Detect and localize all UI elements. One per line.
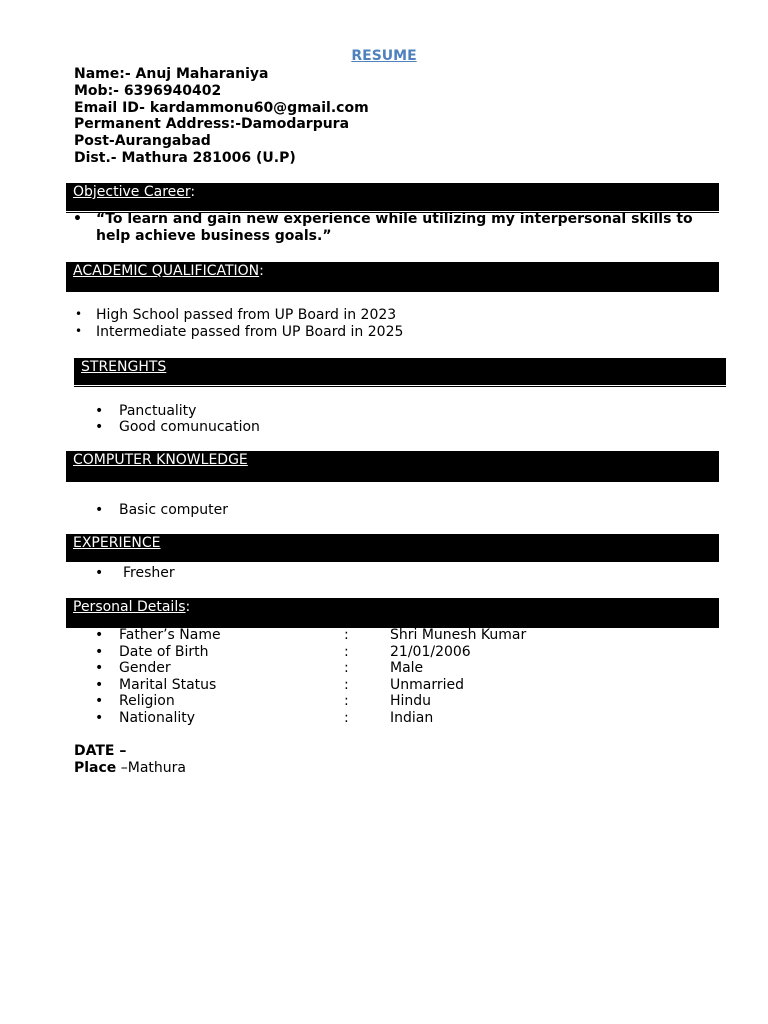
bullet-icon: •: [95, 502, 104, 518]
personal-separator: :: [344, 660, 349, 676]
place-value: –Mathura: [116, 760, 186, 776]
bullet-icon: •: [95, 627, 104, 643]
personal-separator: :: [344, 627, 349, 643]
personal-row-nationality: [0, 710, 768, 727]
post-line: Post-Aurangabad: [74, 133, 211, 150]
bullet-icon: •: [75, 307, 83, 321]
section-experience-heading: EXPERIENCE: [73, 535, 161, 551]
section-computer-heading: COMPUTER KNOWLEDGE: [73, 452, 248, 468]
mobile-line: Mob:- 6396940402: [74, 82, 222, 99]
contact-header: [74, 66, 369, 167]
bullet-icon: •: [95, 693, 104, 709]
personal-value: Shri Munesh Kumar: [390, 627, 527, 643]
bullet-icon: •: [95, 403, 104, 419]
place-line: [74, 760, 186, 777]
personal-separator: :: [344, 709, 349, 726]
section-personal-heading: Personal Details: [73, 599, 186, 615]
section-strengths-bar: [74, 358, 726, 385]
bullet-icon: •: [95, 676, 104, 693]
bullet-icon: •: [73, 211, 82, 227]
personal-row-dob: [0, 644, 768, 661]
personal-separator: :: [344, 693, 349, 709]
bullet-icon: •: [95, 660, 104, 676]
personal-value: Indian: [390, 709, 434, 726]
list-item: Intermediate passed from UP Board in 2025: [96, 324, 404, 340]
personal-row-religion: [0, 693, 768, 710]
personal-value: Unmarried: [390, 676, 464, 693]
personal-separator: :: [344, 643, 349, 660]
section-objective-heading: Objective Career: [73, 184, 191, 200]
personal-row-marital-status: [0, 677, 768, 694]
bullet-icon: •: [95, 643, 104, 660]
personal-label: Religion: [119, 693, 175, 709]
bullet-icon: •: [95, 709, 104, 726]
personal-label: Date of Birth: [119, 643, 209, 660]
section-academic-bar: ACADEMIC QUALIFICATION:: [66, 262, 719, 292]
bullet-icon: •: [95, 565, 104, 581]
objective-text: “To learn and gain new experience while utilizing my interpersonal skills to help achieve business goals.”: [96, 211, 693, 244]
address-line: Permanent Address:-Damodarpura: [74, 116, 350, 133]
personal-label: Father’s Name: [119, 627, 221, 643]
bullet-icon: •: [75, 324, 83, 338]
list-item: High School passed from UP Board in 2023: [96, 307, 397, 323]
section-academic-heading: ACADEMIC QUALIFICATION: [73, 263, 260, 279]
section-experience-bar: [66, 534, 719, 562]
section-personal-bar: Personal Details:: [66, 598, 719, 628]
name-line: Name:- Anuj Maharaniya: [74, 66, 269, 82]
list-item: Good comunucation: [119, 419, 260, 435]
district-line: Dist.- Mathura 281006 (U.P): [74, 149, 296, 166]
personal-value: 21/01/2006: [390, 643, 471, 660]
section-strengths-heading: STRENGHTS: [81, 359, 167, 375]
list-item: Fresher: [123, 565, 175, 581]
list-item: Panctuality: [119, 403, 197, 419]
bullet-icon: •: [95, 419, 104, 435]
personal-value: Male: [390, 660, 424, 676]
personal-label: Marital Status: [119, 676, 217, 693]
place-label: Place: [74, 760, 117, 776]
personal-label: Nationality: [119, 709, 196, 726]
personal-label: Gender: [119, 660, 171, 676]
section-computer-bar: [66, 451, 719, 482]
section-objective-bar: Objective Career:: [66, 183, 719, 211]
personal-separator: :: [344, 676, 349, 693]
email-line: Email ID- kardammonu60@gmail.com: [74, 99, 369, 116]
personal-row-gender: [0, 660, 768, 677]
date-label: DATE –: [74, 743, 127, 759]
personal-value: Hindu: [390, 693, 432, 709]
list-item: Basic computer: [119, 502, 229, 518]
personal-row-father-name: [0, 627, 768, 644]
section-strengths-rule: [74, 386, 726, 387]
resume-title: RESUME: [351, 48, 417, 64]
